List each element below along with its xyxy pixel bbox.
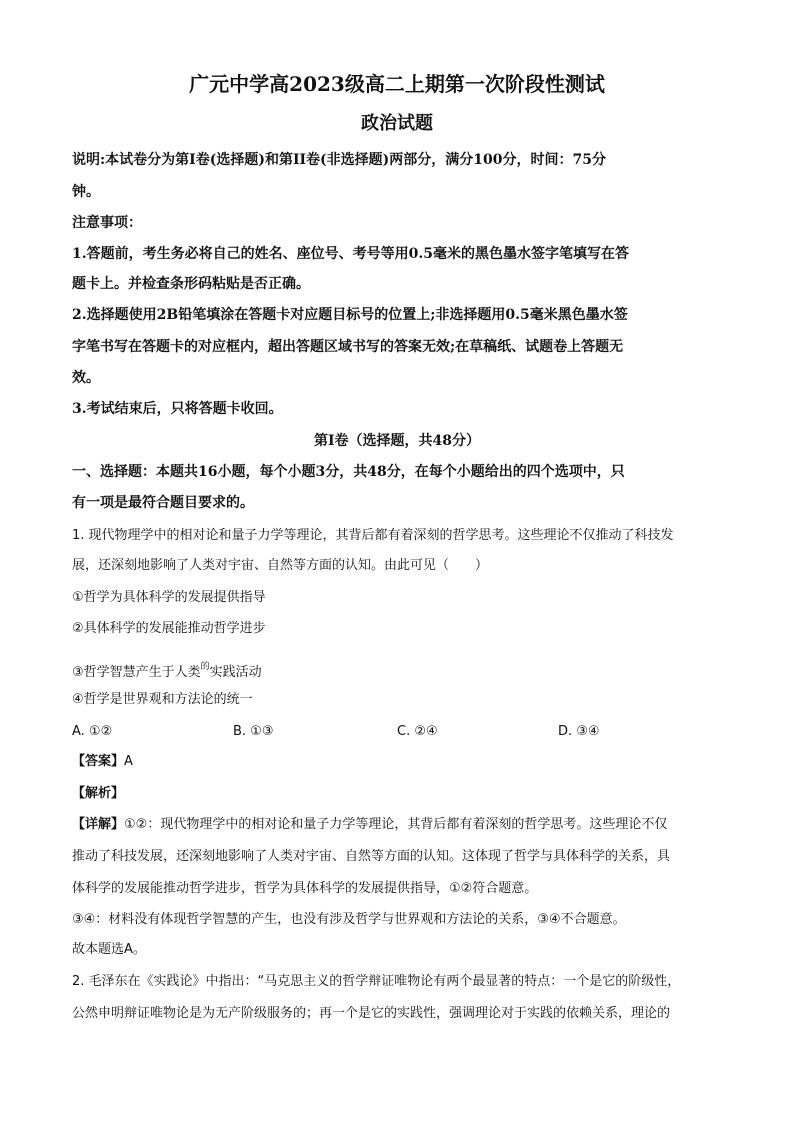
q1-option-d: D. ③④ — [558, 724, 600, 739]
detail-text-1: ①②：现代物理学中的相对论和量子力学等理论，其背后都有着深刻的哲学思考。这些理论不仅 — [124, 817, 668, 832]
q1-statement-4: ④哲学是世界观和方法论的统一 — [72, 692, 253, 707]
section-heading: 第I卷（选择题，共48分） — [313, 433, 481, 449]
instruction-1-line-2: 题卡上。并检查条形码粘贴是否正确。 — [72, 276, 310, 292]
q1-conclusion: 故本题选A。 — [72, 942, 146, 957]
subject-title: 政治试题 — [361, 113, 433, 134]
q1-statement-1: ①哲学为具体科学的发展提供指导 — [72, 590, 266, 605]
q1-stem-line-2: 展，还深刻地影响了人类对宇宙、自然等方面的认知。由此可见（ ） — [72, 558, 489, 573]
instruction-2-line-1: 2.选择题使用2B铅笔填涂在答题卡对应题目标号的位置上;非选择题用0.5毫米黑色墨水签 — [72, 307, 628, 323]
q1-statement-3 — [72, 657, 262, 683]
q1-detail-line-1 — [72, 815, 667, 835]
note-line-1: 说明:本试卷分为第I卷(选择题)和第II卷(非选择题)两部分，满分100分，时间：75分 — [72, 152, 607, 168]
q1-statement-3-part-b: 实践活动 — [209, 665, 262, 680]
answer-label: 【答案】 — [72, 754, 125, 769]
note-line-2: 钟。 — [72, 184, 100, 200]
instruction-1-line-1: 1.答题前，考生务必将自己的姓名、座位号、考号等用0.5毫米的黑色墨水签字笔填写在答 — [72, 246, 629, 262]
q1-answer — [72, 752, 133, 772]
q2-stem-line-2: 公然申明辩证唯物论是为无产阶级服务的；再一个是它的实践性，强调理论对于实践的依赖关系，理论的 — [72, 1006, 671, 1021]
q1-option-c: C. ②④ — [397, 724, 438, 739]
q1-statement-3-part-a: ③哲学智慧产生于人类 — [72, 665, 201, 680]
q1-option-b: B. ①③ — [233, 724, 274, 739]
q1-detail-line-3: 体科学的发展能推动哲学进步，哲学为具体科学的发展提供指导，①②符合题意。 — [72, 881, 538, 896]
analysis-label: 【解析】 — [72, 786, 125, 801]
q1-statement-3-sup: 的 — [200, 662, 210, 672]
q1-option-a: A. ①② — [72, 724, 113, 739]
instruction-3: 3.考试结束后，只将答题卡收回。 — [72, 401, 283, 417]
q1-detail-line-2: 推动了科技发展，还深刻地影响了人类对宇宙、自然等方面的认知。这体现了哲学与具体科学的关系，具 — [72, 849, 671, 864]
part-instruction-line-2: 有一项是最符合题目要求的。 — [72, 495, 254, 511]
detail-label: 【详解】 — [72, 817, 125, 832]
instruction-2-line-3: 效。 — [72, 370, 100, 386]
q1-detail-line-4: ③④：材料没有体现哲学智慧的产生，也没有涉及哲学与世界观和方法论的关系，③④不合题意。 — [72, 912, 626, 927]
instruction-2-line-2: 字笔书写在答题卡的对应框内，超出答题区域书写的答案无效;在草稿纸、试题卷上答题无 — [72, 339, 624, 355]
q2-stem-line-1: 2. 毛泽东在《实践论》中指出：“马克思主义的哲学辩证唯物论有两个最显著的特点：一个是它的阶级性， — [72, 974, 681, 989]
q1-stem-line-1: 1. 现代物理学中的相对论和量子力学等理论，其背后都有着深刻的哲学思考。这些理论不仅推动了科技发 — [72, 528, 674, 543]
part-instruction-line-1: 一、选择题：本题共16小题，每个小题3分，共48分，在每个小题给出的四个选项中，只 — [72, 464, 625, 480]
exam-title: 广元中学高2023级高二上期第一次阶段性测试 — [189, 72, 605, 96]
answer-value: A — [124, 754, 133, 769]
q1-statement-2: ②具体科学的发展能推动哲学进步 — [72, 621, 266, 636]
caution-heading: 注意事项： — [72, 215, 142, 231]
